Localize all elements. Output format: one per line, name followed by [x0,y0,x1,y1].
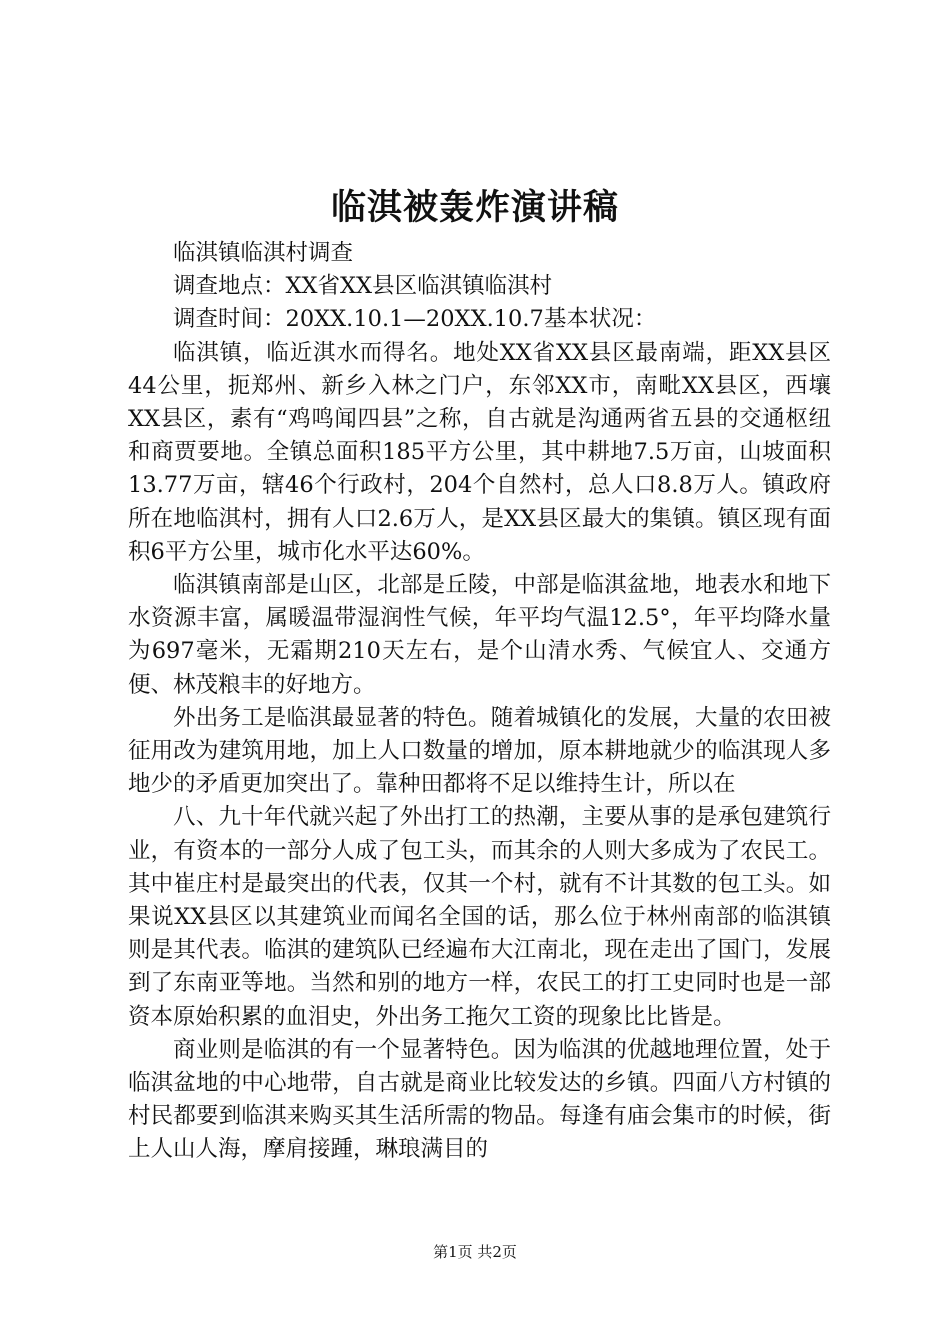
paragraph: 临淇镇，临近淇水而得名。地处XX省XX县区最南端，距XX县区44公里，扼郑州、新乡入林之门户，东邻XX市，南毗XX县区，西壤XX县区，素有“鸡鸣闻四县”之称，自古就是沟通两省五县的交通枢纽和商贾要地。全镇总面积185平方公里，其中耕地7.5万亩，山坡面积13.77万亩，辖46个行政村，204个自然村，总人口8.8万人。镇政府所在地临淇村，拥有人口2.6万人，是XX县区最大的集镇。镇区现有面积6平方公里，城市化水平达60%。 [128,339,831,565]
paragraph: 调查地点：XX省XX县区临淇镇临淇村 [173,273,553,300]
paragraph: 调查时间：20XX.10.1—20XX.10.7基本状况： [173,306,657,333]
paragraph: 临淇镇临淇村调查 [173,240,354,266]
page-footer: 第1页 共2页 [433,1243,517,1261]
paragraph: 商业则是临淇的有一个显著特色。因为临淇的优越地理位置，处于临淇盆地的中心地带，自古就是商业比较发达的乡镇。四面八方村镇的村民都要到临淇来购买其生活所需的物品。每逢有庙会集市的时候，街上人山人海，摩肩接踵，琳琅满目的 [128,1036,831,1163]
document-title: 临淇被轰炸演讲稿 [330,187,619,228]
paragraph: 八、九十年代就兴起了外出打工的热潮，主要从事的是承包建筑行业，有资本的一部分人成了包工头，而其余的人则大多成为了农民工。其中崔庄村是最突出的代表，仅其一个村，就有不计其数的包工头。如果说XX县区以其建筑业而闻名全国的话，那么位于林州南部的临淇镇则是其代表。临淇的建筑队已经遍布大江南北，现在走出了国门，发展到了东南亚等地。当然和别的地方一样，农民工的打工史同时也是一部资本原始积累的血泪史，外出务工拖欠工资的现象比比皆是。 [128,804,831,1030]
document-body [128,237,831,1167]
paragraph: 临淇镇南部是山区，北部是丘陵，中部是临淇盆地，地表水和地下水资源丰富，属暖温带湿润性气候，年平均气温12.5°，年平均降水量为697毫米，无霜期210天左右，是个山清水秀、气候宜人、交通方便、林茂粮丰的好地方。 [128,572,831,698]
paragraph: 外出务工是临淇最显著的特色。随着城镇化的发展，大量的农田被征用改为建筑用地，加上人口数量的增加，原本耕地就少的临淇现人多地少的矛盾更加突出了。靠种田都将不足以维持生计，所以在 [128,704,831,798]
